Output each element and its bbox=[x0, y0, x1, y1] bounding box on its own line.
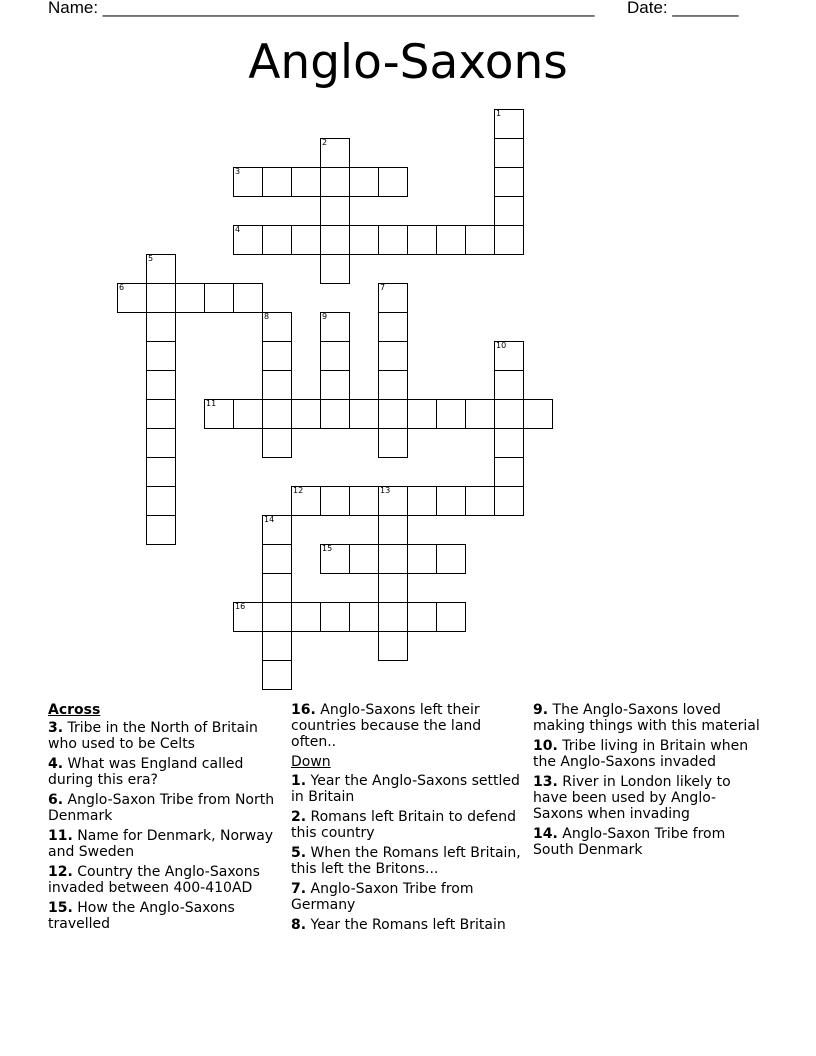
clue-number: 10. bbox=[533, 738, 558, 754]
clue-number: 2. bbox=[291, 809, 307, 825]
clue-across bbox=[48, 756, 278, 788]
crossword-cell[interactable] bbox=[262, 167, 292, 197]
crossword-cell[interactable] bbox=[378, 515, 408, 545]
crossword-cell[interactable] bbox=[233, 602, 263, 632]
crossword-cell[interactable] bbox=[262, 660, 292, 690]
crossword-cell[interactable] bbox=[117, 283, 147, 313]
clue-down bbox=[533, 702, 763, 734]
across-heading: Across bbox=[48, 702, 101, 718]
crossword-cell[interactable] bbox=[407, 225, 437, 255]
clue-text: Tribe in the North of Britain who used to be Celts bbox=[48, 720, 258, 752]
crossword-cell[interactable] bbox=[175, 283, 205, 313]
crossword-cell[interactable] bbox=[378, 399, 408, 429]
crossword-cell[interactable] bbox=[436, 602, 466, 632]
clue-number-label: 2 bbox=[322, 138, 328, 147]
clue-number-label: 11 bbox=[206, 399, 217, 408]
crossword-cell[interactable] bbox=[465, 399, 495, 429]
clues-column-middle bbox=[291, 702, 521, 937]
clue-number: 9. bbox=[533, 702, 549, 718]
crossword-cell[interactable] bbox=[407, 544, 437, 574]
crossword-cell[interactable] bbox=[320, 254, 350, 284]
crossword-cell[interactable] bbox=[146, 428, 176, 458]
crossword-cell[interactable] bbox=[378, 486, 408, 516]
crossword-cell[interactable] bbox=[262, 544, 292, 574]
crossword-cell[interactable] bbox=[378, 167, 408, 197]
crossword-cell[interactable] bbox=[320, 341, 350, 371]
clue-text: Anglo-Saxon Tribe from Germany bbox=[291, 881, 474, 913]
clue-text: Anglo-Saxon Tribe from South Denmark bbox=[533, 826, 726, 858]
crossword-cell[interactable] bbox=[262, 428, 292, 458]
clue-number-label: 13 bbox=[380, 486, 391, 495]
crossword-cell[interactable] bbox=[291, 225, 321, 255]
crossword-cell[interactable] bbox=[320, 399, 350, 429]
crossword-cell[interactable] bbox=[494, 167, 524, 197]
crossword-cell[interactable] bbox=[146, 515, 176, 545]
crossword-cell[interactable] bbox=[349, 486, 379, 516]
crossword-cell[interactable] bbox=[146, 486, 176, 516]
crossword-cell[interactable] bbox=[494, 399, 524, 429]
crossword-cell[interactable] bbox=[378, 283, 408, 313]
clue-number-label: 5 bbox=[148, 254, 154, 263]
clue-number-label: 15 bbox=[322, 544, 333, 553]
crossword-cell[interactable] bbox=[436, 544, 466, 574]
clue-across bbox=[48, 864, 278, 896]
crossword-cell[interactable] bbox=[378, 341, 408, 371]
crossword-cell[interactable] bbox=[349, 602, 379, 632]
clue-down bbox=[533, 774, 763, 822]
crossword-cell[interactable] bbox=[146, 341, 176, 371]
crossword-cell[interactable] bbox=[291, 399, 321, 429]
crossword-cell[interactable] bbox=[262, 370, 292, 400]
clue-text: The Anglo-Saxons loved making things with this material bbox=[533, 702, 760, 734]
clue-text: River in London likely to have been used by Anglo-Saxons when invading bbox=[533, 774, 731, 822]
clue-number: 16. bbox=[291, 702, 316, 718]
clue-number-label: 12 bbox=[293, 486, 304, 495]
clue-number-label: 7 bbox=[380, 283, 386, 292]
clue-text: Name for Denmark, Norway and Sweden bbox=[48, 828, 274, 860]
clue-across bbox=[48, 720, 278, 752]
crossword-cell[interactable] bbox=[407, 602, 437, 632]
crossword-cell[interactable] bbox=[146, 399, 176, 429]
clue-number: 8. bbox=[291, 917, 307, 933]
crossword-cell[interactable] bbox=[494, 428, 524, 458]
crossword-cell[interactable] bbox=[494, 138, 524, 168]
crossword-cell[interactable] bbox=[407, 399, 437, 429]
crossword-cell[interactable] bbox=[494, 196, 524, 226]
crossword-cell[interactable] bbox=[291, 167, 321, 197]
crossword-cell[interactable] bbox=[349, 167, 379, 197]
crossword-cell[interactable] bbox=[378, 225, 408, 255]
crossword-cell[interactable] bbox=[436, 225, 466, 255]
crossword-cell[interactable] bbox=[320, 544, 350, 574]
clue-text: Anglo-Saxon Tribe from North Denmark bbox=[48, 792, 275, 824]
crossword-cell[interactable] bbox=[378, 631, 408, 661]
crossword-cell[interactable] bbox=[262, 602, 292, 632]
clue-across bbox=[48, 900, 278, 932]
crossword-cell[interactable] bbox=[233, 225, 263, 255]
clue-text: When the Romans left Britain, this left the Britons... bbox=[291, 845, 521, 877]
crossword-cell[interactable] bbox=[378, 312, 408, 342]
down-heading: Down bbox=[291, 754, 331, 770]
clue-down bbox=[291, 845, 521, 877]
clues-column-right bbox=[533, 702, 763, 862]
crossword-cell[interactable] bbox=[349, 399, 379, 429]
crossword-cell[interactable] bbox=[204, 283, 234, 313]
clue-number: 4. bbox=[48, 756, 64, 772]
clue-text: Anglo-Saxons left their countries because the land often.. bbox=[291, 702, 482, 750]
clue-text: Romans left Britain to defend this country bbox=[291, 809, 516, 841]
crossword-cell[interactable] bbox=[320, 486, 350, 516]
crossword-cell[interactable] bbox=[320, 138, 350, 168]
crossword-cell[interactable] bbox=[146, 370, 176, 400]
crossword-cell[interactable] bbox=[146, 457, 176, 487]
crossword-cell[interactable] bbox=[291, 602, 321, 632]
crossword-cell[interactable] bbox=[494, 341, 524, 371]
clue-number-label: 4 bbox=[235, 225, 241, 234]
clue-number-label: 14 bbox=[264, 515, 275, 524]
crossword-cell[interactable] bbox=[146, 283, 176, 313]
crossword-cell[interactable] bbox=[320, 225, 350, 255]
clue-text: Year the Romans left Britain bbox=[310, 917, 506, 933]
clue-number-label: 9 bbox=[322, 312, 328, 321]
crossword-cell[interactable] bbox=[436, 486, 466, 516]
crossword-cell[interactable] bbox=[262, 225, 292, 255]
clues-column-left bbox=[48, 702, 278, 936]
crossword-cell[interactable] bbox=[465, 225, 495, 255]
date-field[interactable]: Date: _______ bbox=[627, 0, 739, 17]
crossword-cell[interactable] bbox=[320, 196, 350, 226]
crossword-cell[interactable] bbox=[436, 399, 466, 429]
crossword-cell[interactable] bbox=[262, 399, 292, 429]
crossword-cell[interactable] bbox=[262, 573, 292, 603]
clue-number-label: 8 bbox=[264, 312, 270, 321]
crossword-cell[interactable] bbox=[146, 312, 176, 342]
clue-number: 11. bbox=[48, 828, 73, 844]
crossword-cell[interactable] bbox=[320, 602, 350, 632]
crossword-cell[interactable] bbox=[407, 486, 437, 516]
clue-number: 6. bbox=[48, 792, 64, 808]
clue-number-label: 1 bbox=[496, 109, 502, 118]
clue-number: 12. bbox=[48, 864, 73, 880]
clue-text: What was England called during this era? bbox=[48, 756, 244, 788]
crossword-cell[interactable] bbox=[233, 167, 263, 197]
crossword-cell[interactable] bbox=[494, 109, 524, 139]
clue-down bbox=[291, 881, 521, 913]
crossword-cell[interactable] bbox=[262, 312, 292, 342]
clue-number: 3. bbox=[48, 720, 64, 736]
crossword-cell[interactable] bbox=[523, 399, 553, 429]
clue-number: 5. bbox=[291, 845, 307, 861]
name-field[interactable]: Name: ____________________________________________________ bbox=[48, 0, 595, 17]
crossword-cell[interactable] bbox=[146, 254, 176, 284]
clue-text: Year the Anglo-Saxons settled in Britain bbox=[291, 773, 520, 805]
clue-number-label: 6 bbox=[119, 283, 125, 292]
crossword-cell[interactable] bbox=[494, 370, 524, 400]
clue-down bbox=[291, 917, 521, 933]
crossword-cell[interactable] bbox=[378, 544, 408, 574]
clue-number-label: 16 bbox=[235, 602, 246, 611]
crossword-cell[interactable] bbox=[262, 515, 292, 545]
clue-text: Tribe living in Britain when the Anglo-Saxons invaded bbox=[533, 738, 749, 770]
crossword-cell[interactable] bbox=[494, 457, 524, 487]
clue-text: Country the Anglo-Saxons invaded between 400-410AD bbox=[48, 864, 260, 896]
crossword-cell[interactable] bbox=[233, 283, 263, 313]
clue-number: 15. bbox=[48, 900, 73, 916]
page-title: Anglo-Saxons bbox=[248, 35, 568, 90]
crossword-cell[interactable] bbox=[378, 428, 408, 458]
crossword-cell[interactable] bbox=[349, 225, 379, 255]
crossword-cell[interactable] bbox=[291, 486, 321, 516]
crossword-cell[interactable] bbox=[378, 573, 408, 603]
clue-text: How the Anglo-Saxons travelled bbox=[48, 900, 235, 932]
crossword-cell[interactable] bbox=[320, 167, 350, 197]
clue-number: 7. bbox=[291, 881, 307, 897]
clue-down bbox=[291, 809, 521, 841]
crossword-cell[interactable] bbox=[262, 631, 292, 661]
clue-number-label: 3 bbox=[235, 167, 241, 176]
clue-across bbox=[291, 702, 521, 750]
crossword-cell[interactable] bbox=[349, 544, 379, 574]
clue-across bbox=[48, 828, 278, 860]
clue-number: 13. bbox=[533, 774, 558, 790]
crossword-cell[interactable] bbox=[378, 602, 408, 632]
clue-number: 14. bbox=[533, 826, 558, 842]
clue-number-label: 10 bbox=[496, 341, 507, 350]
crossword-cell[interactable] bbox=[378, 370, 408, 400]
clue-number: 1. bbox=[291, 773, 307, 789]
crossword-cell[interactable] bbox=[320, 370, 350, 400]
crossword-cell[interactable] bbox=[204, 399, 234, 429]
crossword-cell[interactable] bbox=[494, 225, 524, 255]
clue-down bbox=[291, 773, 521, 805]
clue-down bbox=[533, 826, 763, 858]
crossword-cell[interactable] bbox=[465, 486, 495, 516]
clue-across bbox=[48, 792, 278, 824]
clue-down bbox=[533, 738, 763, 770]
crossword-cell[interactable] bbox=[262, 341, 292, 371]
crossword-cell[interactable] bbox=[494, 486, 524, 516]
crossword-cell[interactable] bbox=[320, 312, 350, 342]
crossword-cell[interactable] bbox=[233, 399, 263, 429]
